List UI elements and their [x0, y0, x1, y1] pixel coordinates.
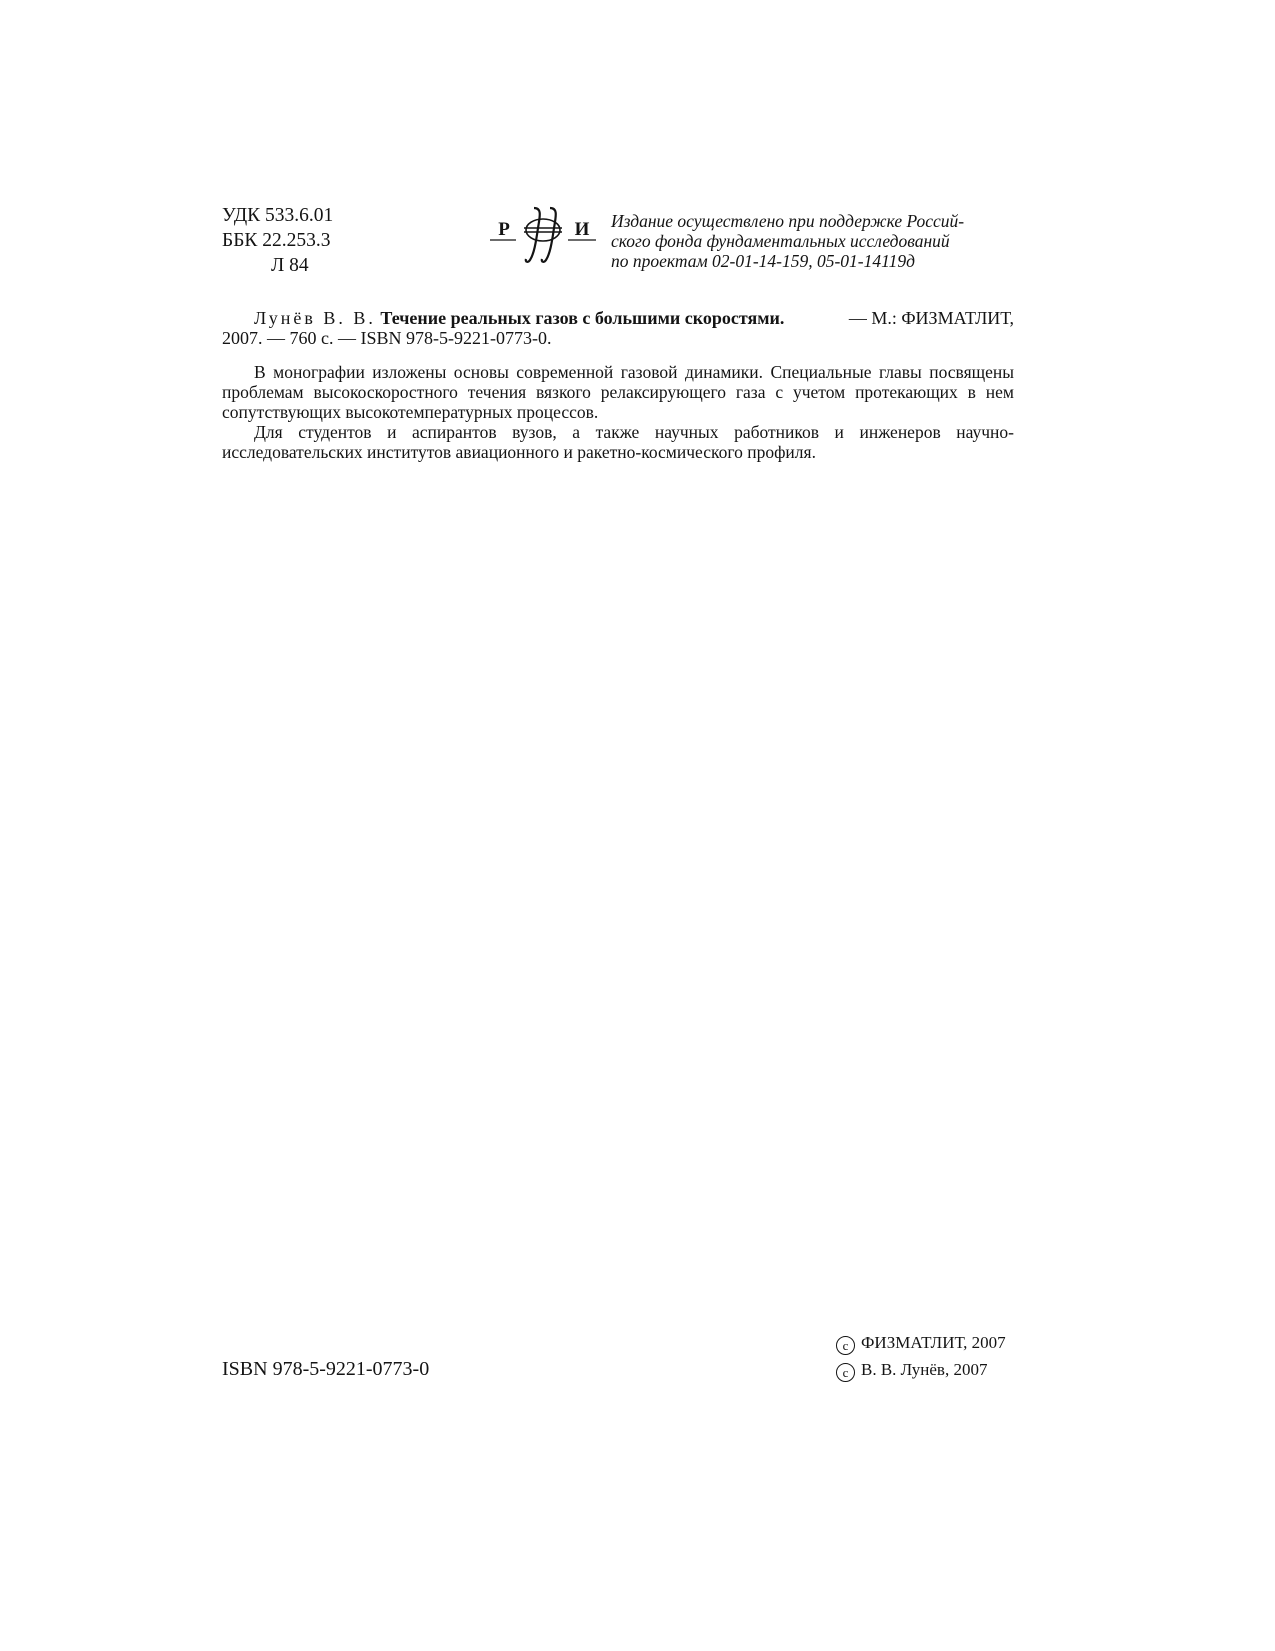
copyright-author — [836, 1360, 987, 1382]
copyright-text: В. В. Лунёв, 2007 — [861, 1360, 988, 1379]
support-line: Издание осуществлено при поддержке Россий- — [611, 211, 965, 231]
author-name: Лунёв В. В. — [254, 308, 376, 328]
abstract-paragraph: В монографии изложены основы современной газовой динамики. Специальные главы посвящены проблемам высокоскоростного течения вязкого релаксирующего газа с учетом протекающих в нем сопутствующих высокотемпературных процессов. — [222, 362, 1014, 422]
copyright-text: ФИЗМАТЛИТ, 2007 — [861, 1333, 1006, 1352]
copyright-icon: c — [836, 1336, 855, 1355]
biblio-line-2: 2007. — 760 с. — ISBN 978-5-9221-0773-0. — [222, 328, 552, 348]
bbk-code: ББК 22.253.3 — [222, 230, 331, 251]
author-index: Л 84 — [271, 255, 309, 276]
logo-letter-r: Р — [498, 219, 510, 240]
support-line: ского фонда фундаментальных исследований — [611, 231, 950, 251]
classification-codes — [222, 203, 333, 278]
copyright-publisher — [836, 1333, 1006, 1355]
support-line: по проектам 02-01-14-159, 05-01-14119д — [611, 251, 915, 271]
book-title: Течение реальных газов с большими скоростями. — [380, 308, 785, 328]
logo-letter-i: И — [574, 219, 590, 240]
biblio-line-1 — [222, 308, 1014, 328]
bibliographic-record — [222, 308, 1014, 348]
rffi-logo — [490, 206, 596, 266]
support-note — [611, 211, 1016, 271]
abstract — [222, 362, 1014, 462]
publisher-info: — М.: ФИЗМАТЛИТ, — [848, 308, 1014, 328]
isbn: ISBN 978-5-9221-0773-0 — [222, 1358, 430, 1380]
copyright-icon: c — [836, 1363, 855, 1382]
abstract-paragraph: Для студентов и аспирантов вузов, а также научных работников и инженеров научно-исследовательских институтов авиационного и ракетно-космического профиля. — [222, 422, 1014, 462]
udk-code: УДК 533.6.01 — [222, 205, 334, 226]
